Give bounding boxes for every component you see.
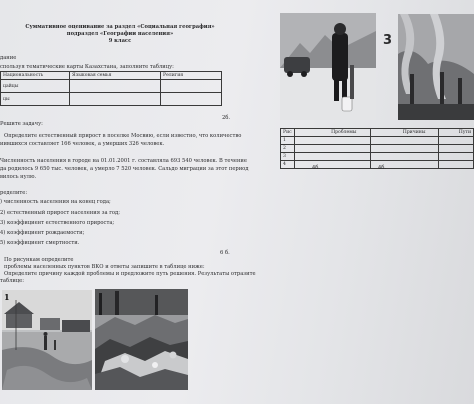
photo-factory-smoke [398,14,474,120]
cell-language[interactable] [70,93,161,106]
task2-item-1: ) численность населения на конец года; [0,199,111,205]
task2-p1-line1: Определите естественный прирост в поселке Мосвию, если известно, что количество [4,133,242,139]
task1-points: 2б. [222,115,231,121]
cell-problem[interactable] [295,137,371,145]
row-number: 2 [281,145,295,153]
task2-item-2: 2) естественный прирост населения за год; [0,210,120,216]
task2-define-label: ределите: [0,190,28,196]
task2-points: 6 б. [220,250,230,256]
cell-solution[interactable] [438,145,473,153]
photo-village-snow [2,290,92,390]
task2-item-4: 4) коэффициент рождаемости; [0,230,85,236]
cell-cause[interactable] [370,145,438,153]
col-causes: Причины [370,129,438,137]
cell-problem[interactable] [295,153,371,161]
row-number: 1 [281,137,295,145]
task2-item-5: 5) коэффициент смертности. [0,240,80,246]
problems-table [280,128,474,169]
cell-cause[interactable] [370,137,438,145]
right-table-points-2: 4б. [378,165,387,171]
cell-language[interactable] [70,80,161,93]
cell-religion[interactable] [161,93,222,106]
cell-solution[interactable] [438,161,473,169]
task2-p2-line3: вилось нулю. [0,174,37,180]
task3-line1: По рисункам определите [4,257,74,263]
col-religion: Религия [161,72,222,80]
task2-item-3: 3) коэффициент естественного прироста; [0,220,115,226]
task3-line2: проблемы населенных пунктов ВКО и ответы запишите в таблице ниже: [4,264,205,270]
photo-woman-water [280,13,376,120]
cell-nationality: цайцы [1,80,70,93]
task2-p2-line2: да родилось 9 650 тыс. человек, а умерло 7 520 человек. Сальдо миграции за этот период [0,166,249,172]
task2-p2-line1: Численность населения в городе на 01.01.2001 г. составляла 693 540 человек. В течение [0,158,247,164]
cell-solution[interactable] [438,153,473,161]
cell-problem[interactable] [295,161,371,169]
header-line-2: подраздел «Географии населения» [66,31,174,37]
nationality-table [0,71,222,106]
task2-title: Решите задачу: [0,121,43,127]
task3-line4: таблице: [0,278,24,284]
photo-1-label: 1 [4,292,10,302]
cell-religion[interactable] [161,80,222,93]
col-nationality: Национальность [1,72,70,80]
row-number: 4 [281,161,295,169]
header-line-3: 9 класс [108,38,132,44]
task1-title: дание [0,55,17,61]
task1-prompt: спользуя тематические карты Казахстана, заполните таблицу: [0,64,174,70]
row-number: 3 [281,153,295,161]
col-language-family: Языковая семья [70,72,161,80]
cell-solution[interactable] [438,137,473,145]
col-solutions: Пути [438,129,473,137]
cell-problem[interactable] [295,145,371,153]
task2-p1-line2: иившихся составляет 166 человек, а умерших 326 человек. [0,141,165,147]
col-problems: Проблемы [295,129,371,137]
task3-line3: Определите причину каждой проблемы и предложите путь решения. Результаты отразите [4,271,256,277]
header-line-1: Суммативное оценивание за раздел «Социальная география» [25,24,215,30]
right-table-points-1: 4б. [312,165,321,171]
photo-3-label: 3 [383,33,393,48]
cell-nationality: цы [1,93,70,106]
cell-cause[interactable] [370,153,438,161]
col-figure: Рис [281,129,295,137]
photo-garbage-dump [95,289,188,390]
